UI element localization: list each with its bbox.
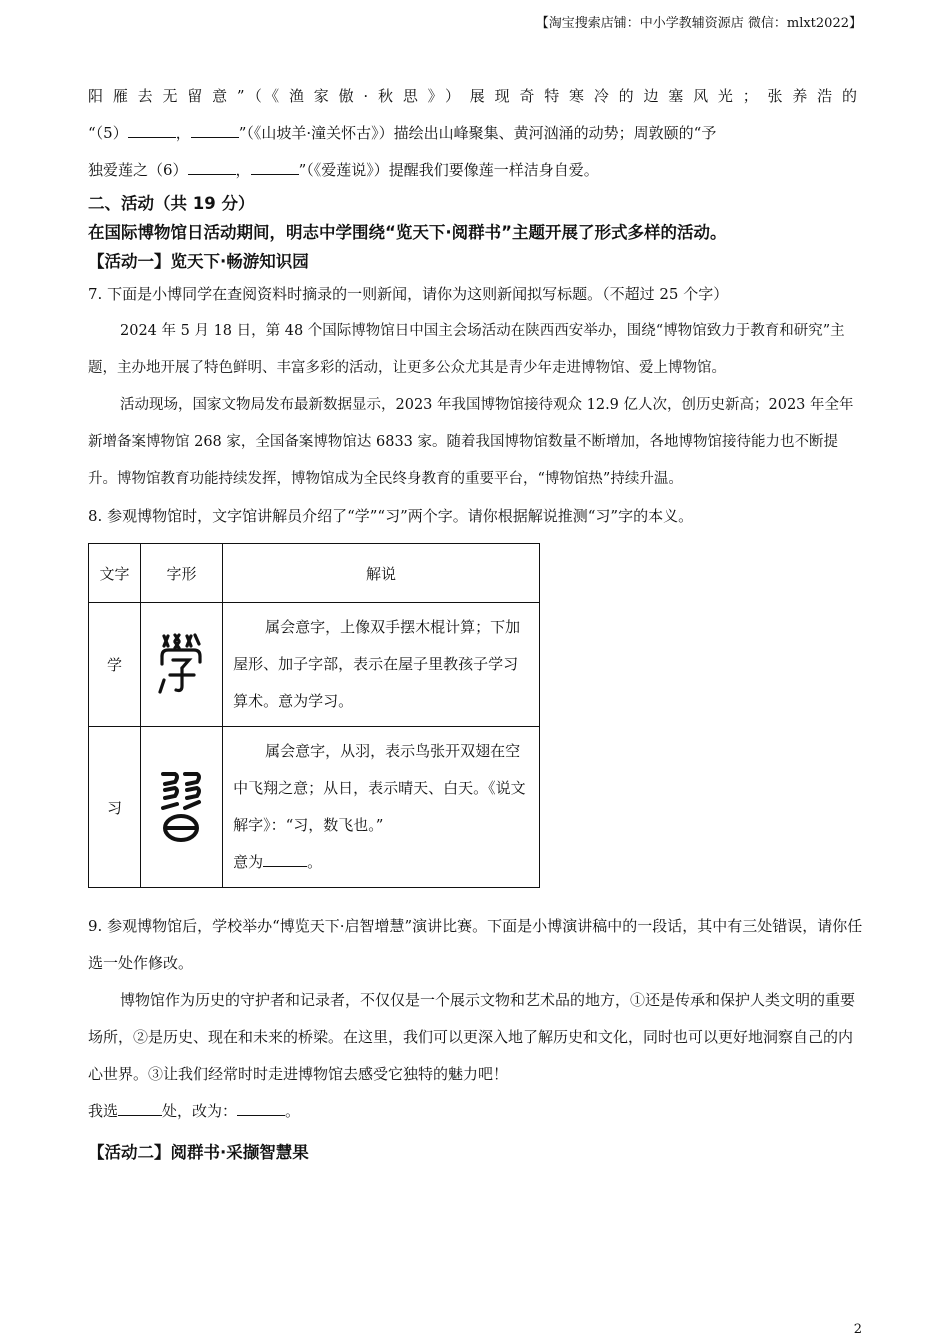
xue-explain-text: 属会意字，上像双手摆木棍计算；下加屋形、加子字部，表示在屋子里教孩子学习算术。意为学习。: [233, 618, 521, 710]
poem-line-1: 阳雁去无留意”（《渔家傲·秋思》）展现奇特寒冷的边塞风光；张养浩的: [88, 87, 863, 105]
answer-blank-2: [237, 1100, 285, 1116]
page-number: 2: [853, 1322, 862, 1337]
blank-6b: [251, 159, 299, 175]
blank-6a: [188, 159, 236, 175]
answer-label-a: 我选: [88, 1102, 119, 1120]
activity2-title: 【活动二】阅群书·采撷智慧果: [88, 1143, 309, 1162]
poem-line-3-c: ”（《爱莲说》）提醒我们要像莲一样洁身自爱。: [298, 161, 599, 179]
section2-title: 二、活动（共 19 分）: [88, 194, 255, 213]
blank-5b: [191, 122, 239, 138]
header-explain: 解说: [223, 544, 540, 603]
answer-label-c: 。: [285, 1102, 301, 1120]
activity-intro: 在国际博物馆日活动期间，明志中学围绕“览天下·阅群书”主题开展了形式多样的活动。: [88, 223, 727, 242]
xi-explain-text: 属会意字，从羽，表示鸟张开双翅在空中飞翔之意；从日，表示晴天、白天。《说文解字》：“习，数飞也。”: [233, 742, 526, 834]
question-7: 7. 下面是小博同学在查阅资料时摘录的一则新闻，请你为这则新闻拟写标题。（不超过 25 个字）: [88, 285, 729, 303]
document-page: [88, 78, 863, 1167]
answer-line: [88, 1093, 863, 1130]
header-char: 文字: [89, 544, 141, 603]
speech-excerpt: 博物馆作为历史的守护者和记录者，不仅仅是一个展示文物和艺术品的地方，①还是传承和保护人类文明的重要场所，②是历史、现在和未来的桥梁。在这里，我们可以更深入地了解历史和文化，同时也可以更好地洞察自己的内心世界。③让我们经常时时走进博物馆去感受它独特的魅力吧！: [88, 991, 856, 1083]
xue-seal-glyph-icon: [140, 603, 222, 727]
news-paragraph-2: 活动现场，国家文物局发布最新数据显示，2023 年我国博物馆接待观众 12.9 亿人次，创历史新高；2023 年全年新增备案博物馆 268 家，全国备案博物馆达 6833 家。随着我国博物馆数量不断增加，各地博物馆接待能力也不断提升。博物馆教育功能持续发挥，博物馆成为全民终身教育的重要平台，“博物馆热”持续升温。: [88, 397, 854, 487]
news-paragraph-1: 2024 年 5 月 18 日，第 48 个国际博物馆日中国主会场活动在陕西西安举办，围绕“博物馆致力于教育和研究”主题，主办地开展了特色鲜明、丰富多彩的活动，让更多公众尤其是青少年走进博物馆、爱上博物馆。: [88, 323, 845, 376]
poem-line-3-a: 独爱莲之（6）: [88, 161, 188, 179]
answer-label-b: 处，改为：: [162, 1102, 238, 1120]
table-row: [89, 603, 540, 727]
poem-line-2-b: ，: [175, 124, 191, 142]
row-xi-explain: [223, 727, 540, 888]
poem-line-2-c: ”（《山坡羊·潼关怀古》）描绘出山峰聚集、黄河汹涌的动势；周敦颐的“予: [238, 124, 717, 142]
blank-5a: [128, 122, 176, 138]
character-table: [88, 543, 540, 888]
poem-line-3: [88, 152, 863, 189]
question-9: 9. 参观博物馆后，学校举办“博览天下·启智增慧”演讲比赛。下面是小博演讲稿中的一段话，其中有三处错误，请你任选一处作修改。: [88, 917, 863, 972]
table-header-row: [89, 544, 540, 603]
xi-meaning-label: 意为: [233, 853, 264, 871]
news-excerpt: [88, 313, 863, 498]
poem-line-2: [88, 115, 863, 152]
activity1-title: 【活动一】览天下·畅游知识园: [88, 252, 309, 271]
xi-meaning-end: 。: [307, 853, 323, 871]
row-xi-char: 习: [89, 727, 141, 888]
answer-blank-1: [118, 1100, 162, 1116]
header-note: 【淘宝搜索店铺：中小学教辅资源店 微信：mlxt2022】: [535, 16, 862, 31]
row-xue-explain: [223, 603, 540, 727]
poem-line-2-a: “（5）: [88, 124, 128, 142]
question-8: 8. 参观博物馆时，文字馆讲解员介绍了“学”“习”两个字。请你根据解说推测“习”字的本义。: [88, 507, 694, 525]
table-row: [89, 727, 540, 888]
header-form: 字形: [140, 544, 222, 603]
poem-line-3-b: ，: [235, 161, 251, 179]
xi-seal-glyph-icon: [140, 727, 222, 888]
xi-meaning-blank: [263, 851, 307, 867]
row-xue-char: 学: [89, 603, 141, 727]
xi-meaning-line: [233, 844, 529, 881]
